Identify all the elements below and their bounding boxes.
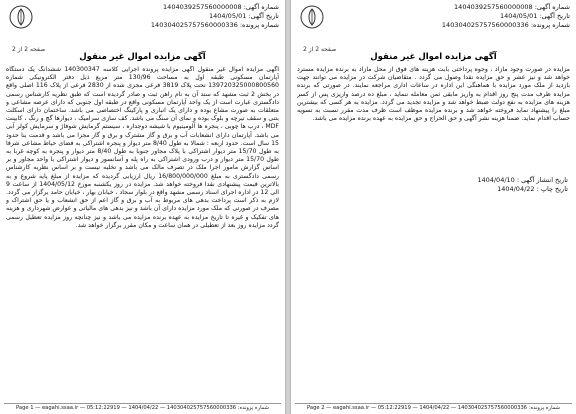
document-page-left (0, 0, 286, 414)
page-number: صفحه 2 از 2 (12, 46, 46, 53)
national-emblem-icon (299, 4, 325, 30)
national-emblem-icon (8, 4, 34, 30)
file-number: شماره پرونده: 140304025757560000336 (150, 21, 279, 29)
print-date: تاریخ چاپ : 1404/04/22 (497, 185, 568, 193)
page-footer: Page 2 — eagahi.ssaa.ir — شماره پرونده: 140304025757560000336 — 1404/04/22 — 05:12:22919 (295, 403, 572, 411)
notice-meta (151, 3, 279, 30)
publish-date: تاریخ انتشار آگهی : 1404/04/10 (477, 176, 568, 184)
publication-dates (477, 176, 568, 194)
notice-meta (442, 3, 570, 30)
page-title: آگهی مزایده اموال غیر منقول (370, 52, 497, 62)
page-number: صفحه 2 از 2 (303, 46, 337, 53)
notice-number: شماره آگهی: 1404039257560000008 (163, 3, 279, 11)
notice-body: آگهی مزایده اموال غیر منقول آگهی مزایده پرونده اجرایی کلاسه 140300347 ششدانگ یک دستگاه آپارتمان مسکونی طبقه اول به مساحت 130/96 متر مربع ذیل دفتر الکترونیکی شماره 139720325000800560 تحت پلاک 3819 فرعی مجزی شده از 2830 فرعی از پلاک 116 اصلی واقع در بخش 2 ثبت مشهد که سند آن به نام راهن ثبت و صادر گردیده است که طبق نظریه کارشناس رسمی دادگستری عبارت است از یک واحد آپارتمان مسکونی واقع در طبقه اول جنوبی که دارای عرصه مشاعی و متعلقات به صورت مشاع بوده و دارای یک انباری و پارکینگ اختصاصی می باشد. ساختمان دارای اسکلت بتنی و سقف تیرچه و بلوک بوده و نمای آن سنگ می باشد. کف سازی سرامیک ، دیوارها گچ و رنگ ، کابینت MDF ، درب ها چوبی ، پنجره ها آلومینیوم با شیشه دوجداره ، سیستم گرمایش شوفاژ و سرمایش کولر آبی می باشد. آپارتمان دارای انشعابات آب و برق و گاز مشترک و برق و گاز مجزا می باشد و قدمت بنا حدود 15 سال است. حدود اربعه : شمالا به طول 8/40 متر دیوار و پنجره اشتراکی به فضای حیاط مشاعی شرقا به طول 15/70 متر دیوار اشتراکی با پلاک مجاور جنوبا به طول 8/40 متر دیوار و پنجره به کوچه غربا به طول 15/70 متر دیوار و درب ورودی اشتراکی به راه پله و آسانسور و دیوار اشتراکی با واحد مجاور و بر اساس گزارش مامور اجرا ملک در تصرف مالک می باشد و تخلیه نیست و بر اساس نظریه کارشناس رسمی دادگستری به مبلغ 16/800/000/000 ریال ارزیابی گردیده که مزایده از مبلغ پایه شروع و به بالاترین قیمت پیشنهادی نقدا فروخته خواهد شد. مزایده در روز یکشنبه مورخ 1404/05/12 از ساعت 9 الی 12 در اداره اجرای اسناد رسمی مشهد واقع در بلوار سجاد ، خیابان بهار ، خیابان حامد برگزار می گردد. لازم به ذکر است پرداخت بدهی های مربوط به آب و برق و گاز اعم از حق انشعاب و یا حق اشتراک و مصرف در صورتی که ملک مورد مزایده دارای آن باشد و نیز بدهی های مالیاتی و عوارض شهرداری و هزینه های تفکیک و غیره تا تاریخ مزایده به عهده برنده مزایده می باشد و نیز چنانچه روز مزایده تعطیل رسمی گردد مزایده روز بعد از تعطیلی در همان ساعت و مکان مقرر برگزار خواهد شد. (6, 66, 279, 229)
page-footer: Page 1 — eagahi.ssaa.ir — شماره پرونده: 140304025757560000336 — 1404/04/22 — 05:12:22919 (4, 403, 281, 411)
document-page-right (290, 0, 576, 414)
notice-date: تاریخ آگهی: 1404/05/01 (208, 12, 279, 20)
notice-body: مزایده در صورت وجود مازاد ، وجوه پرداختی بابت هزینه های فوق از محل مازاد به برنده مزایده مسترد خواهد شد و نیز عشر و حق مزایده نقدا وصول می گردد . متقاضیان شرکت در مزایده می توانند جهت بازدید از ملک مورد مزایده با هماهنگی این اداره در ساعات اداری مراجعه نمایند. در صورتی که برنده مزایده ظرف مدت پنج روز اقدام به واریز مابقی ثمن معامله ننماید ، مبلغ ده درصد واریزی پس از کسر هزینه های مزایده به نفع دولت ضبط خواهد شد و مزایده تجدید می گردد. مزایده به هر کسی که بیشترین مبلغ را پیشنهاد نماید فروخته خواهد شد و برنده مزایده موظف است ظرف مدت مقرر نسبت به تسویه حساب اقدام نماید. ضمنا هزینه نشر آگهی و حق الحراج و حق مزایده به عهده برنده مزایده می باشد. (297, 66, 570, 123)
page-title: آگهی مزایده اموال غیر منقول (79, 52, 206, 62)
file-number: شماره پرونده: 140304025757560000336 (441, 21, 570, 29)
notice-number: شماره آگهی: 1404039257560000008 (454, 3, 570, 11)
notice-date: تاریخ آگهی: 1404/05/01 (499, 12, 570, 20)
